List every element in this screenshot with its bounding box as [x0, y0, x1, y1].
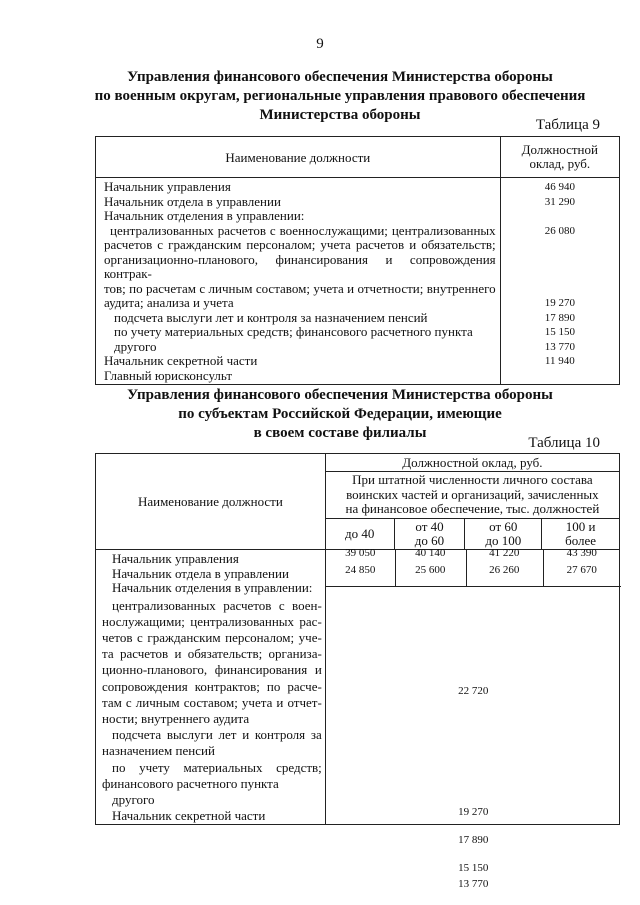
header-staff-count: [325, 472, 619, 519]
positions-cell: [96, 550, 326, 825]
salary-value: 26 080: [544, 224, 575, 237]
salary-value: 41 220: [489, 547, 520, 559]
salary-value: 13 770: [544, 340, 575, 353]
salary-value: [501, 209, 619, 224]
position-name: четов с гражданским персоналом; уче-: [102, 629, 322, 645]
position-name: Начальник отделения в управлении:: [104, 208, 305, 223]
salary-value: 39 050: [345, 547, 376, 559]
position-name: ционно-планового, финансирования и: [102, 662, 322, 678]
header-position: Наименование должности: [96, 454, 326, 550]
position-name: Начальник секретной части: [104, 353, 258, 368]
column-divider: [395, 550, 396, 586]
salary-row: [326, 563, 621, 578]
position-name: организационно-планового, финансирования и сопровождения контрак-: [104, 251, 496, 281]
column-label: от 40: [415, 518, 444, 534]
column-label: до 100: [485, 533, 522, 548]
header-sub-line: воинских частей и организаций, зачисленных: [346, 486, 599, 502]
header-sub-line: При штатной численности личного состава: [352, 472, 593, 488]
heading-line: по военным округам, региональные управления правового обеспечения: [94, 88, 586, 104]
column-divider: [466, 550, 467, 586]
header-salary: Должностной оклад, руб.: [325, 454, 619, 472]
header-salary-line: Должностной: [521, 141, 598, 157]
table9-label: Таблица 9: [535, 117, 600, 133]
position-name: другого: [114, 338, 157, 354]
salary-value: 19 270: [458, 806, 489, 818]
table-header-row: [96, 454, 620, 472]
table-10: [95, 453, 620, 890]
position-name: там с личным составом; учета и отчет-: [102, 694, 322, 710]
salary-value: 13 770: [458, 878, 489, 890]
position-name: Начальник управления: [112, 551, 239, 566]
position-name: сопровождения контрактов; по расче-: [102, 678, 322, 694]
heading-line: Управления финансового обеспечения Министерства обороны: [127, 69, 553, 85]
table-header-row: [96, 137, 620, 178]
column-60-100: [465, 519, 542, 550]
header-salary: [500, 137, 619, 178]
salary-value: 31 290: [544, 195, 575, 208]
column-up-to-40: [325, 519, 394, 550]
salary-value: 11 940: [544, 355, 575, 367]
position-name: расчетов с гражданским персоналом; учета расчетов и обязательств;: [104, 237, 496, 252]
position-name: подсчета выслуги лет и контроля за: [112, 727, 322, 743]
position-name: та расчетов и обязательств; организа-: [102, 646, 322, 662]
position-name: по учету материальных средств; финансового расчетного пункта: [114, 324, 473, 339]
salary-value: 27 670: [566, 563, 597, 576]
table-body: [96, 550, 620, 825]
position-name: нослужащими; централизованных рас-: [102, 613, 322, 629]
position-name: Начальник отделения в управлении:: [112, 580, 313, 595]
column-100-plus: [542, 519, 620, 550]
salary-value: 15 150: [544, 326, 575, 338]
column-label: 100 и: [565, 518, 596, 534]
position-name: Начальник секретной части: [112, 808, 266, 824]
table10-label: Таблица 10: [528, 435, 600, 451]
heading-line: в своем составе филиалы: [253, 425, 427, 441]
salary-value: 25 600: [415, 563, 446, 576]
heading-line: Управления финансового обеспечения Министерства обороны: [127, 387, 553, 403]
column-label: от 60: [489, 518, 518, 534]
salary-value: 26 260: [489, 563, 520, 576]
table-body: [96, 178, 620, 385]
salary-value: [501, 238, 619, 253]
position-name: ности; внутреннего аудита: [102, 710, 250, 726]
salaries-cell: [325, 547, 619, 890]
position-name: централизованных расчетов с воен-: [112, 597, 322, 613]
salary-value: 43 390: [566, 547, 597, 559]
salaries-cell: [500, 178, 619, 385]
position-name: Главный юрисконсульт: [104, 367, 233, 383]
position-name: назначением пенсий: [102, 743, 215, 759]
salary-value: 22 720: [458, 685, 489, 697]
position-name: по учету материальных средств;: [112, 759, 322, 775]
column-label: до 60: [414, 533, 445, 548]
header-salary-line: оклад, руб.: [529, 156, 591, 171]
position-name: централизованных расчетов с военнослужащими; централизованных: [110, 222, 496, 238]
position-name: Начальник отдела в управлении: [104, 193, 281, 209]
position-name: другого: [112, 791, 155, 807]
column-label: более: [565, 533, 597, 548]
salary-value: [501, 267, 619, 282]
position-name: Начальник отдела в управлении: [112, 565, 289, 581]
salary-value: 15 150: [458, 862, 489, 874]
position-name: финансового расчетного пункта: [102, 775, 279, 791]
position-name: тов; по расчетам с личным составом; учета и отчетности; внутреннего: [104, 280, 496, 296]
position-name: аудита; анализа и учета: [104, 295, 234, 310]
heading-line: Министерства обороны: [259, 107, 421, 123]
column-40-60: [394, 519, 465, 550]
position-name: Начальник управления: [104, 179, 231, 194]
positions-cell: [96, 178, 501, 385]
header-sub-line: на финансовое обеспечение, тыс. должностей: [345, 501, 600, 517]
salary-value: 17 890: [458, 834, 489, 846]
salary-value: 17 890: [544, 311, 575, 324]
table-9: [95, 136, 620, 385]
salary-value: [501, 253, 619, 268]
salary-row: [326, 546, 621, 561]
salary-value: 24 850: [345, 563, 376, 576]
page-number: 9: [316, 36, 324, 52]
salary-value: [501, 282, 619, 297]
column-divider: [543, 550, 544, 586]
header-position: Наименование должности: [96, 137, 501, 178]
position-name: подсчета выслуги лет и контроля за назначением пенсий: [114, 309, 428, 325]
salary-value: 46 940: [544, 181, 575, 193]
salary-grid: [326, 547, 621, 577]
column-label: до 40: [345, 525, 375, 541]
salary-value: 19 270: [544, 297, 575, 309]
heading-line: по субъектам Российской Федерации, имеющие: [178, 406, 502, 422]
salary-value: 40 140: [415, 547, 446, 559]
row-divider: [326, 586, 621, 587]
